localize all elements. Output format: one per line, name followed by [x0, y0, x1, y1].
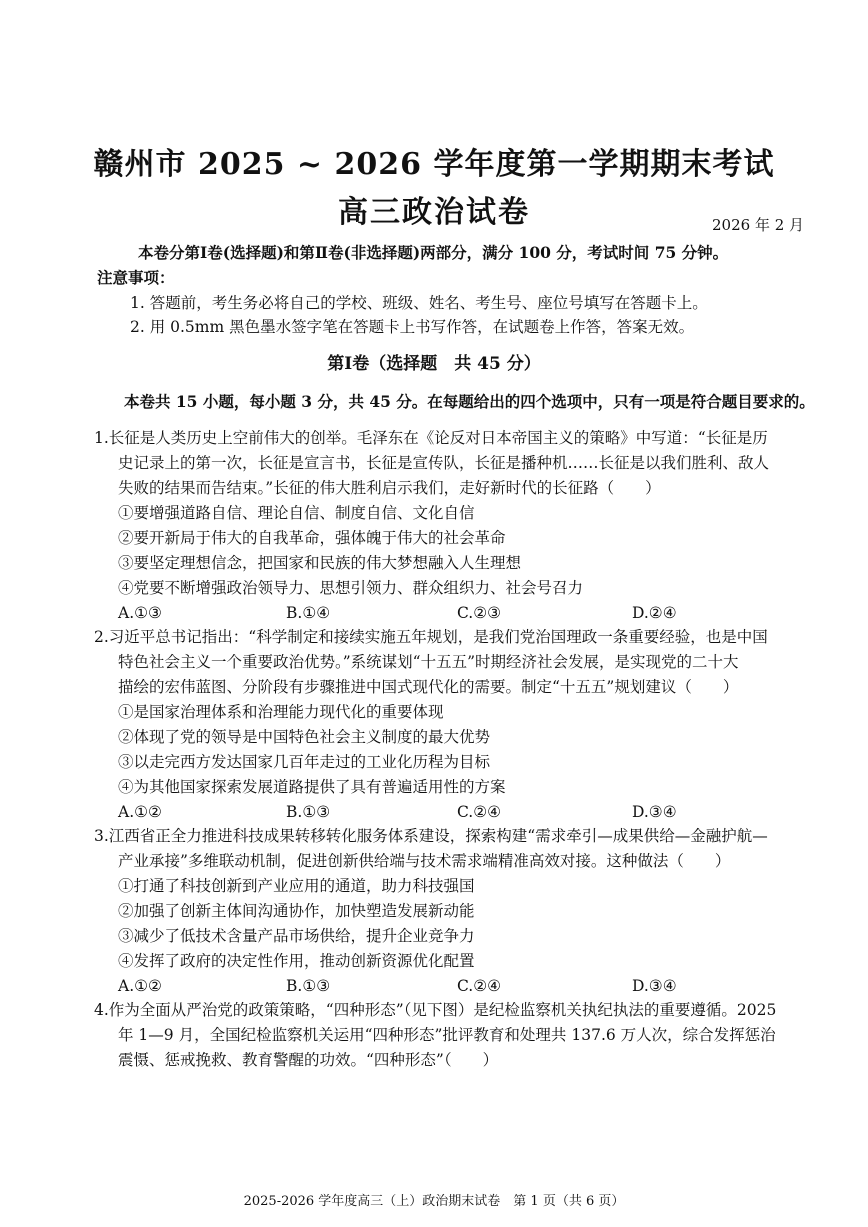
question-item: ②加强了创新主体间沟通协作，加快塑造发展新动能	[118, 902, 475, 920]
answer-options	[118, 602, 818, 624]
question-stem-line: 3.江西省正全力推进科技成果转移转化服务体系建设，探索构建“需求牵引—成果供给—金融护航—	[94, 827, 768, 845]
option-a: A.①②	[118, 803, 162, 821]
notes-heading: 注意事项：	[97, 268, 175, 287]
option-b: B.①④	[286, 604, 331, 622]
question-item: ④为其他国家探索发展道路提供了具有普遍适用性的方案	[118, 778, 506, 796]
question-stem-line: 描绘的宏伟蓝图、分阶段有步骤推进中国式现代化的需要。制定“十五五”规划建议（ ）	[118, 678, 739, 696]
option-d: D.③④	[632, 977, 677, 995]
question-item: ③要坚定理想信念，把国家和民族的伟大梦想融入人生理想	[118, 554, 522, 572]
question-item: ④党要不断增强政治领导力、思想引领力、群众组织力、社会号召力	[118, 579, 584, 597]
question-stem-line: 特色社会主义一个重要政治优势。”系统谋划“十五五”时期经济社会发展，是实现党的二十大	[118, 653, 739, 671]
question-stem-line: 1.长征是人类历史上空前伟大的创举。毛泽东在《论反对日本帝国主义的策略》中写道：“长征是历	[94, 429, 768, 447]
option-a: A.①②	[118, 977, 162, 995]
question-item: ①打通了科技创新到产业应用的通道，助力科技强国	[118, 877, 475, 895]
question-item: ①要增强道路自信、理论自信、制度自信、文化自信	[118, 504, 475, 522]
question-stem-line: 失败的结果而告结束。”长征的伟大胜利启示我们，走好新时代的长征路（ ）	[118, 479, 661, 497]
question-item: ②要开新局于伟大的自我革命，强体魄于伟大的社会革命	[118, 529, 506, 547]
question-item: ③减少了低技术含量产品市场供给，提升企业竞争力	[118, 927, 475, 945]
option-b: B.①③	[286, 803, 331, 821]
option-d: D.③④	[632, 803, 677, 821]
question-item: ①是国家治理体系和治理能力现代化的重要体现	[118, 703, 444, 721]
exam-subtitle: 高三政治试卷	[338, 195, 530, 230]
option-d: D.②④	[632, 604, 677, 622]
page-footer: 2025-2026 学年度高三（上）政治期末试卷 第 1 页（共 6 页）	[243, 1194, 625, 1209]
question-item: ②体现了党的领导是中国特色社会主义制度的最大优势	[118, 728, 491, 746]
question-stem-line: 震慑、惩戒挽救、教育警醒的功效。“四种形态”（ ）	[118, 1051, 499, 1069]
question-stem-line: 4.作为全面从严治党的政策策略，“四种形态”（见下图）是纪检监察机关执纪执法的重要遵循。2025	[94, 1001, 777, 1019]
option-b: B.①③	[286, 977, 331, 995]
exam-intro: 本卷分第Ⅰ卷(选择题)和第Ⅱ卷(非选择题)两部分，满分 100 分，考试时间 75 分钟。	[138, 243, 729, 262]
option-a: A.①③	[118, 604, 162, 622]
question-stem-line: 产业承接”多维联动机制，促进创新供给端与技术需求端精准高效对接。这种做法（ ）	[118, 852, 731, 870]
option-c: C.②④	[457, 803, 502, 821]
section-title: 第Ⅰ卷（选择题 共 45 分）	[327, 354, 541, 374]
question-stem-line: 2.习近平总书记指出：“科学制定和接续实施五年规划，是我们党治国理政一条重要经验，也是中国	[94, 628, 768, 646]
question-stem-line: 年 1—9 月，全国纪检监察机关运用“四种形态”批评教育和处理共 137.6 万人次，综合发挥惩治	[118, 1026, 776, 1044]
answer-options	[118, 801, 818, 823]
exam-date: 2026 年 2 月	[712, 216, 805, 234]
notes-item: 1. 答题前，考生务必将自己的学校、班级、姓名、考生号、座位号填写在答题卡上。	[130, 294, 708, 312]
exam-title: 赣州市 2025 ~ 2026 学年度第一学期期末考试	[93, 147, 775, 182]
notes-item: 2. 用 0.5mm 黑色墨水签字笔在答题卡上书写作答，在试题卷上作答，答案无效。	[130, 318, 695, 336]
question-item: ③以走完西方发达国家几百年走过的工业化历程为目标	[118, 753, 491, 771]
option-c: C.②④	[457, 977, 502, 995]
question-stem-line: 史记录上的第一次，长征是宣言书，长征是宣传队，长征是播种机……长征是以我们胜利、敌人	[118, 454, 770, 472]
question-item: ④发挥了政府的决定性作用，推动创新资源优化配置	[118, 952, 475, 970]
answer-options	[118, 975, 818, 997]
section-instruction: 本卷共 15 小题，每小题 3 分，共 45 分。在每题给出的四个选项中，只有一项是符合题目要求的。	[124, 392, 815, 411]
option-c: C.②③	[457, 604, 502, 622]
